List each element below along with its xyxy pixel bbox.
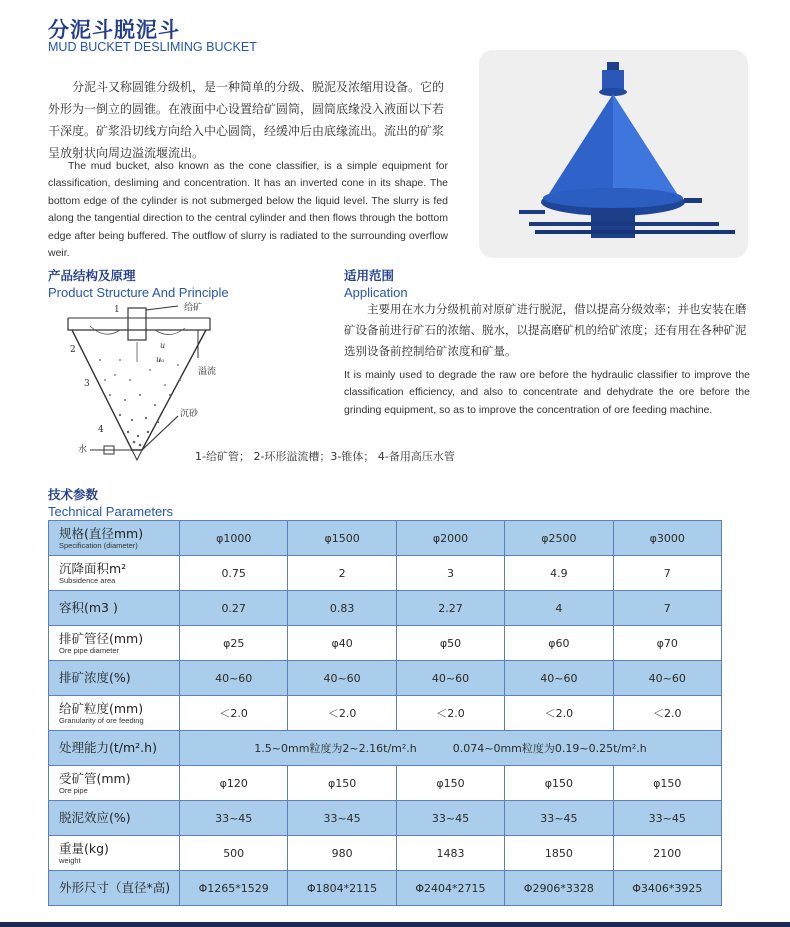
table-cell: φ50 xyxy=(396,626,504,661)
table-cell: 33~45 xyxy=(288,801,396,836)
table-cell: φ2000 xyxy=(396,521,504,556)
table-row xyxy=(49,696,722,731)
row-label xyxy=(49,766,180,801)
table-cell: φ1500 xyxy=(288,521,396,556)
table-cell: 4 xyxy=(505,591,613,626)
row-label-en: weight xyxy=(59,855,81,865)
diagram-label-u: u xyxy=(160,341,166,350)
diagram-label-ua: uₐ xyxy=(156,355,165,364)
table-cell: 1850 xyxy=(505,836,613,871)
row-label xyxy=(49,661,180,696)
table-cell: φ150 xyxy=(505,766,613,801)
table-cell: 40~60 xyxy=(396,661,504,696)
row-label-zh: 规格(直径mm) xyxy=(59,525,144,541)
diagram-label-overflow: 溢流 xyxy=(198,367,217,377)
bottom-rule xyxy=(0,922,790,927)
row-label-en: Ore pipe diameter xyxy=(59,645,120,655)
table-row xyxy=(49,626,722,661)
table-cell: φ70 xyxy=(613,626,721,661)
params-heading xyxy=(48,485,173,519)
page-subtitle: MUD BUCKET DESLIMING BUCKET xyxy=(48,40,257,54)
row-label-zh: 容积(m3 ) xyxy=(59,600,118,615)
table-row xyxy=(49,556,722,591)
table-cell: ＜2.0 xyxy=(505,696,613,731)
row-label xyxy=(49,731,180,766)
table-cell: 2100 xyxy=(613,836,721,871)
table-cell: 40~60 xyxy=(288,661,396,696)
diagram-caption: 1-给矿管； 2-环形溢流槽；3-锥体； 4-备用高压水管 xyxy=(195,450,455,463)
table-cell: 4.9 xyxy=(505,556,613,591)
product-photo xyxy=(479,50,748,258)
table-cell: 40~60 xyxy=(613,661,721,696)
row-label xyxy=(49,591,180,626)
table-cell: φ40 xyxy=(288,626,396,661)
table-cell: 40~60 xyxy=(180,661,288,696)
row-label xyxy=(49,871,180,906)
row-label-zh: 重量(kg) xyxy=(59,840,109,856)
row-label xyxy=(49,801,180,836)
mud-bucket-illustration xyxy=(479,50,748,258)
table-cell: 500 xyxy=(180,836,288,871)
table-cell: ＜2.0 xyxy=(613,696,721,731)
diagram-label-1: 1 xyxy=(114,305,120,315)
table-cell: 7 xyxy=(613,591,721,626)
capacity-value: 1.5~0mm粒度为2~2.16t/m².h xyxy=(254,742,417,755)
capacity-value: 0.074~0mm粒度为0.19~0.25t/m².h xyxy=(452,742,647,755)
table-cell: φ2500 xyxy=(505,521,613,556)
diagram-label-4: 4 xyxy=(98,425,104,435)
diagram-label-water: 水 xyxy=(78,445,88,455)
table-cell: 980 xyxy=(288,836,396,871)
table-cell: φ150 xyxy=(396,766,504,801)
diagram-label-feed: 给矿 xyxy=(184,303,203,313)
table-cell: 0.75 xyxy=(180,556,288,591)
diagram-label-2: 2 xyxy=(70,345,76,355)
row-label-zh: 处理能力(t/m².h) xyxy=(59,740,157,755)
structure-heading-zh: 产品结构及原理 xyxy=(48,268,136,283)
table-cell: 33~45 xyxy=(505,801,613,836)
table-cell: Φ1265*1529 xyxy=(180,871,288,906)
table-cell: φ60 xyxy=(505,626,613,661)
table-cell: Φ3406*3925 xyxy=(613,871,721,906)
table-cell: 2 xyxy=(288,556,396,591)
table-row xyxy=(49,836,722,871)
table-cell: φ150 xyxy=(613,766,721,801)
row-label-zh: 外形尺寸（直径*高) xyxy=(59,880,171,895)
structure-heading-en: Product Structure And Principle xyxy=(48,285,229,300)
params-heading-zh: 技术参数 xyxy=(48,487,99,502)
table-row xyxy=(49,591,722,626)
application-heading-zh: 适用范围 xyxy=(344,268,395,283)
row-label-zh: 排矿浓度(%) xyxy=(59,670,131,685)
table-row xyxy=(49,766,722,801)
row-label-zh: 受矿管(mm) xyxy=(59,770,131,786)
params-heading-en: Technical Parameters xyxy=(48,504,173,519)
row-label-en: Specification (diameter) xyxy=(59,540,138,550)
row-label xyxy=(49,556,180,591)
table-cell: 33~45 xyxy=(180,801,288,836)
application-paragraph-en: It is mainly used to degrade the raw ore before the hydraulic classifier to improve the classification efficiency, and also to concentrate and dehydrate the ore before the grinding equipment, so as to improve the concentration of ore feeding machine. xyxy=(344,369,750,416)
table-cell: Φ1804*2115 xyxy=(288,871,396,906)
diagram-label-sand: 沉砂 xyxy=(180,409,199,419)
intro-paragraph-zh: 分泥斗又称圆锥分级机，是一种简单的分级、脱泥及浓缩用设备。它的外形为一倒立的圆锥。在液面中心设置给矿圆筒，圆筒底缘没入液面以下若干深度。矿浆沿切线方向给入中心圆筒，经缓冲后由底缘流出。流出的矿浆呈放射状向周边溢流堰流出。 xyxy=(48,80,445,160)
table-cell: Φ2906*3328 xyxy=(505,871,613,906)
table-cell: 2.27 xyxy=(396,591,504,626)
table-cell: 0.83 xyxy=(288,591,396,626)
structure-heading xyxy=(48,266,229,300)
table-cell: 3 xyxy=(396,556,504,591)
table-cell: 40~60 xyxy=(505,661,613,696)
table-cell: 1483 xyxy=(396,836,504,871)
page-title: 分泥斗脱泥斗 xyxy=(48,18,180,42)
table-cell: φ1000 xyxy=(180,521,288,556)
table-cell: φ150 xyxy=(288,766,396,801)
row-label-zh: 沉降面积m² xyxy=(59,560,127,576)
row-label-en: Granularity of ore feeding xyxy=(59,715,144,725)
application-heading-en: Application xyxy=(344,285,408,300)
row-label-zh: 脱泥效应(%) xyxy=(59,810,131,825)
row-label-en: Ore pipe xyxy=(59,785,88,795)
diagram-label-3: 3 xyxy=(84,379,90,389)
row-label-zh: 给矿粒度(mm) xyxy=(59,700,144,716)
application-heading xyxy=(344,266,408,300)
row-label xyxy=(49,696,180,731)
capacity-cell xyxy=(180,731,722,766)
table-cell: φ120 xyxy=(180,766,288,801)
table-cell: ＜2.0 xyxy=(396,696,504,731)
table-cell: 33~45 xyxy=(613,801,721,836)
intro-paragraph-en: The mud bucket, also known as the cone classifier, is a simple equipment for classification, desliming and concentration. It has an inverted cone in its shape. The bottom edge of the cylinder is not submerged below the liquid level. The slurry is fed along the tangential direction to the central cylinder and then flows through the bottom edge after being buffered. The outflow of slurry is radiated to the surrounding overflow weir. xyxy=(48,160,448,260)
table-row xyxy=(49,801,722,836)
table-cell: φ25 xyxy=(180,626,288,661)
row-label xyxy=(49,836,180,871)
application-paragraph-zh: 主要用在水力分级机前对原矿进行脱泥，借以提高分级效率；并也安装在磨矿设备前进行矿石的浓缩、脱水，以提高磨矿机的给矿浓度；还有用在各种矿泥选别设备前控制给矿浓度和矿量。 xyxy=(344,302,747,358)
table-cell: 7 xyxy=(613,556,721,591)
table-cell: 33~45 xyxy=(396,801,504,836)
table-cell: 0.27 xyxy=(180,591,288,626)
table-cell: ＜2.0 xyxy=(288,696,396,731)
table-cell: Φ2404*2715 xyxy=(396,871,504,906)
table-cell: φ3000 xyxy=(613,521,721,556)
table-row xyxy=(49,871,722,906)
row-label-zh: 排矿管径(mm) xyxy=(59,630,144,646)
row-label-en: Subsidence area xyxy=(59,575,116,585)
table-row xyxy=(49,521,722,556)
table-row xyxy=(49,731,722,766)
table-row xyxy=(49,661,722,696)
row-label xyxy=(49,521,180,556)
row-label xyxy=(49,626,180,661)
table-cell: ＜2.0 xyxy=(180,696,288,731)
technical-parameters-table xyxy=(48,520,722,906)
